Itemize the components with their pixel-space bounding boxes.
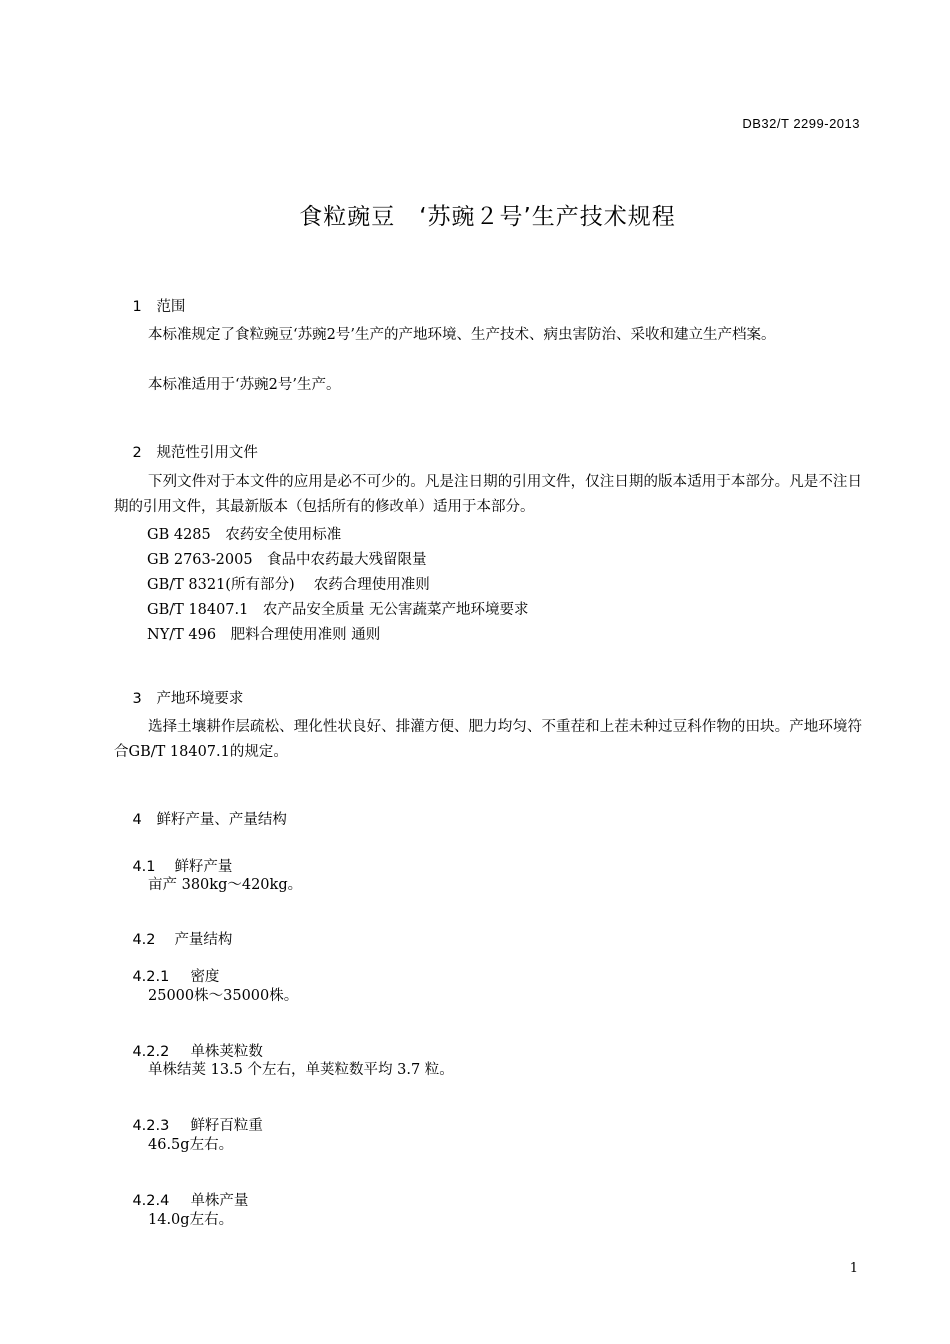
scope-paragraph-1: 本标准规定了食粒豌豆‘苏豌2号’生产的产地环境、生产技术、病虫害防治、采收和建立生产档案。 xyxy=(148,327,776,343)
section-number: 4.2.4 xyxy=(132,1193,170,1209)
reference-item: NY/T 496 肥料合理使用准则 通则 xyxy=(147,627,381,643)
pods-per-plant-text: 单株结荚 13.5 个左右，单荚粒数平均 3.7 粒。 xyxy=(148,1062,454,1078)
section-title: 鲜籽产量、产量结构 xyxy=(156,812,287,828)
reference-item: GB/T 18407.1 农产品安全质量 无公害蔬菜产地环境要求 xyxy=(147,602,529,618)
section-number: 4.1 xyxy=(132,859,156,875)
references-intro-paragraph: 下列文件对于本文件的应用是必不可少的。凡是注日期的引用文件，仅注日期的版本适用于本部分。凡是不注日期的引用文件，其最新版本（包括所有的修改单）适用于本部分。 xyxy=(114,474,862,515)
environment-paragraph: 选择土壤耕作层疏松、理化性状良好、排灌方便、肥力均匀、不重茬和上茬未种过豆科作物的田块。产地环境符合GB/T 18407.1的规定。 xyxy=(114,719,862,760)
yield-text: 亩产 380kg～420kg。 xyxy=(148,877,303,893)
section-number: 4.2.1 xyxy=(132,969,170,985)
document-title: 食粒豌豆 ‘苏豌２号’生产技术规程 xyxy=(299,204,676,230)
section-title: 规范性引用文件 xyxy=(156,445,258,461)
section-title: 密度 xyxy=(190,969,220,985)
section-title: 鲜籽产量 xyxy=(174,859,233,875)
reference-item: GB/T 8321(所有部分) 农药合理使用准则 xyxy=(147,577,430,593)
hundred-seed-weight-text: 46.5g左右。 xyxy=(148,1137,234,1153)
scope-paragraph-2: 本标准适用于‘苏豌2号’生产。 xyxy=(148,377,341,393)
section-number: 4 xyxy=(132,812,142,828)
section-number: 4.2 xyxy=(132,932,156,948)
section-title: 范围 xyxy=(156,299,186,315)
section-number: 4.2.3 xyxy=(132,1118,170,1134)
reference-item: GB 4285 农药安全使用标准 xyxy=(147,527,342,543)
section-title: 单株荚粒数 xyxy=(190,1044,263,1060)
density-text: 25000株～35000株。 xyxy=(148,988,299,1004)
section-title: 产地环境要求 xyxy=(156,691,244,707)
section-number: 4.2.2 xyxy=(132,1044,170,1060)
page-number: 1 xyxy=(849,1261,858,1276)
section-4-heading xyxy=(114,792,287,845)
section-number: 3 xyxy=(132,691,142,707)
standard-code: DB32/T 2299-2013 xyxy=(742,116,860,131)
section-number: 2 xyxy=(132,445,142,461)
section-title: 鲜籽百粒重 xyxy=(190,1118,263,1134)
section-number: 1 xyxy=(132,299,142,315)
section-title: 单株产量 xyxy=(190,1193,249,1209)
section-title: 产量结构 xyxy=(174,932,233,948)
per-plant-yield-text: 14.0g左右。 xyxy=(148,1212,234,1228)
reference-item: GB 2763-2005 食品中农药最大残留限量 xyxy=(147,552,427,568)
